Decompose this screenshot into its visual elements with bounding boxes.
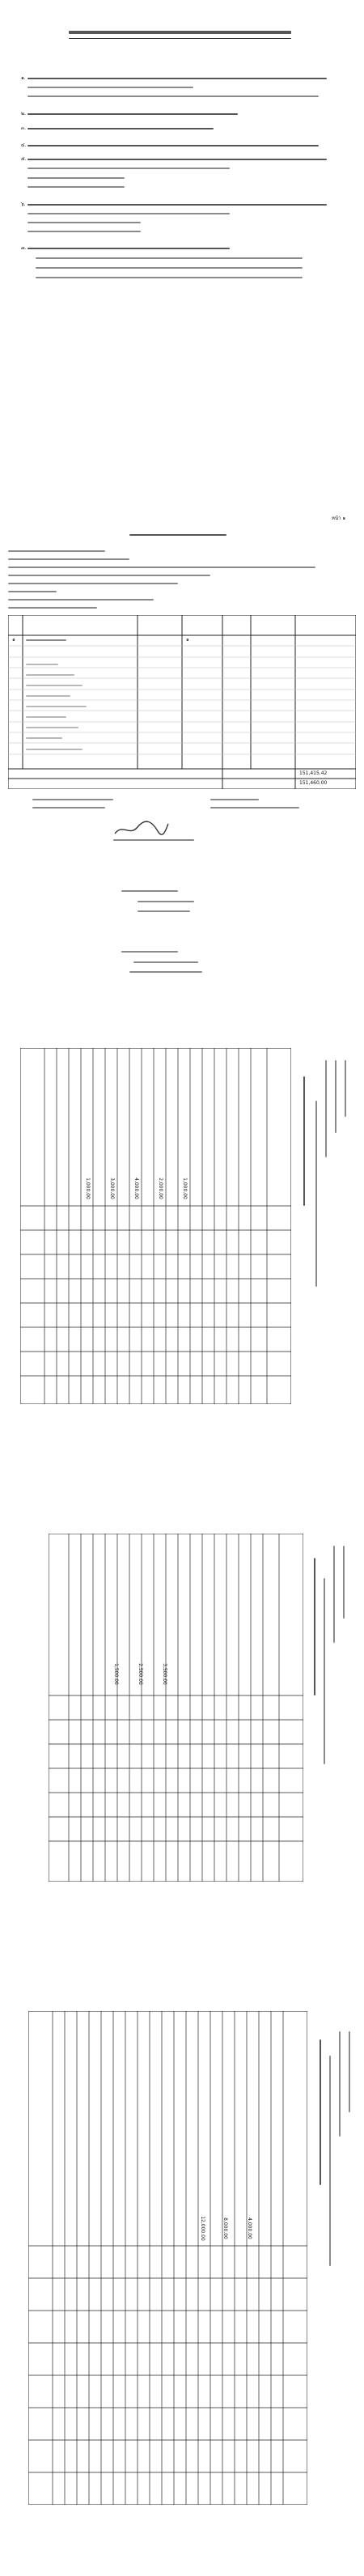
signature-name bbox=[138, 901, 194, 902]
rotated-header bbox=[345, 1060, 346, 1117]
form-header-line bbox=[8, 607, 97, 609]
point-3-line bbox=[28, 128, 214, 129]
point-1-line bbox=[28, 95, 319, 97]
page-price-form bbox=[0, 421, 364, 1004]
amount-cell: 2,500.00 bbox=[137, 1663, 143, 1685]
signature-caption bbox=[113, 839, 194, 841]
row-label bbox=[26, 674, 74, 676]
page-summary-sheet bbox=[0, 0, 364, 340]
form-header-line bbox=[8, 575, 210, 576]
form-header-line bbox=[8, 599, 154, 601]
point-6-line bbox=[28, 231, 141, 232]
point-7-line bbox=[36, 257, 303, 259]
total-price-a: 151,415.42 bbox=[299, 770, 328, 776]
row-label bbox=[26, 706, 87, 707]
point-4-number: ๔. bbox=[21, 142, 27, 148]
row-label bbox=[26, 685, 83, 686]
rotated-title bbox=[314, 1558, 315, 1695]
rotated-header bbox=[329, 2056, 331, 2266]
point-1-number: ๑. bbox=[21, 75, 26, 81]
page-breakdown-a bbox=[0, 1012, 364, 1473]
signature-caption bbox=[210, 799, 259, 800]
point-5-line bbox=[28, 159, 327, 160]
amount-cell: 3,000.00 bbox=[108, 1178, 115, 1199]
amount-cell: 12,000.00 bbox=[199, 2216, 205, 2241]
point-6-line bbox=[28, 222, 141, 223]
rotated-page-number bbox=[345, 1435, 351, 1437]
amount-cell: 1,000.00 bbox=[181, 1178, 188, 1199]
rotated-header bbox=[335, 1060, 336, 1133]
signature-caption bbox=[32, 807, 105, 808]
point-7-line bbox=[36, 267, 303, 269]
form-header-line bbox=[8, 558, 129, 560]
signature-title bbox=[138, 910, 190, 912]
row-description bbox=[26, 639, 66, 641]
amount-cell: 4,000.00 bbox=[133, 1178, 139, 1199]
signature-line bbox=[121, 951, 178, 953]
row-label bbox=[26, 695, 70, 697]
amount-cell: 1,500.00 bbox=[112, 1663, 119, 1685]
row-label bbox=[26, 749, 83, 750]
row-label bbox=[26, 716, 66, 718]
page-breakdown-b bbox=[0, 1497, 364, 1950]
amount-cell: 2,000.00 bbox=[157, 1178, 163, 1199]
point-2-number: ๒. bbox=[21, 111, 26, 117]
rotated-title bbox=[303, 1076, 305, 1206]
signature-title bbox=[129, 971, 202, 973]
point-5-number: ๕. bbox=[21, 156, 27, 162]
row-quantity: ๑ bbox=[186, 637, 189, 643]
signature-name bbox=[133, 961, 198, 963]
amount-cell: 4,000.00 bbox=[246, 2217, 252, 2239]
signature-line bbox=[121, 890, 178, 892]
point-7-number: ๗. bbox=[21, 245, 27, 251]
rotated-header bbox=[315, 1101, 317, 1287]
signature-caption bbox=[32, 799, 113, 800]
point-1-line bbox=[28, 87, 193, 88]
rotated-header bbox=[339, 2031, 341, 2137]
point-5-line bbox=[28, 168, 230, 169]
form-header-line bbox=[8, 591, 57, 592]
page-number: หน้า ๑ bbox=[332, 516, 346, 521]
page-title bbox=[69, 31, 291, 34]
rotated-header bbox=[349, 2031, 350, 2112]
point-6-line bbox=[28, 213, 230, 214]
point-5-line bbox=[28, 186, 125, 188]
point-7-line bbox=[36, 277, 303, 278]
page-breakdown-c bbox=[0, 1983, 364, 2549]
breakdown-table-c bbox=[28, 2011, 307, 2505]
point-1-line bbox=[28, 78, 327, 79]
form-header-line bbox=[8, 550, 105, 552]
form-header-line bbox=[8, 583, 178, 584]
point-3-number: ๓. bbox=[21, 125, 27, 131]
rotated-header bbox=[324, 1578, 325, 1764]
row-label bbox=[26, 727, 78, 728]
rotated-header bbox=[325, 1060, 327, 1157]
price-table bbox=[8, 615, 356, 789]
breakdown-table-a bbox=[20, 1048, 291, 1404]
point-6-line bbox=[28, 204, 327, 206]
rotated-header bbox=[343, 1546, 345, 1619]
row-index: ๑ bbox=[12, 637, 15, 643]
total-price-b: 151,460.00 bbox=[299, 780, 328, 786]
point-4-line bbox=[28, 145, 319, 146]
point-2-line bbox=[28, 113, 238, 115]
form-header-line bbox=[8, 567, 315, 568]
title-underline bbox=[69, 38, 291, 39]
row-label bbox=[26, 664, 58, 665]
amount-cell: 3,500.00 bbox=[161, 1663, 167, 1685]
signature-caption bbox=[210, 807, 299, 808]
breakdown-table-b bbox=[49, 1534, 303, 1882]
row-label bbox=[26, 737, 62, 739]
point-7-line bbox=[28, 248, 230, 249]
form-title bbox=[129, 534, 226, 536]
rotated-title bbox=[320, 2039, 321, 2185]
amount-cell: 1,000.00 bbox=[84, 1178, 91, 1199]
handwritten-signature bbox=[113, 819, 170, 839]
rotated-header bbox=[333, 1546, 335, 1643]
amount-cell: 8,000.00 bbox=[222, 2217, 228, 2239]
point-5-line bbox=[28, 177, 125, 179]
point-6-number: ๖. bbox=[21, 202, 26, 207]
